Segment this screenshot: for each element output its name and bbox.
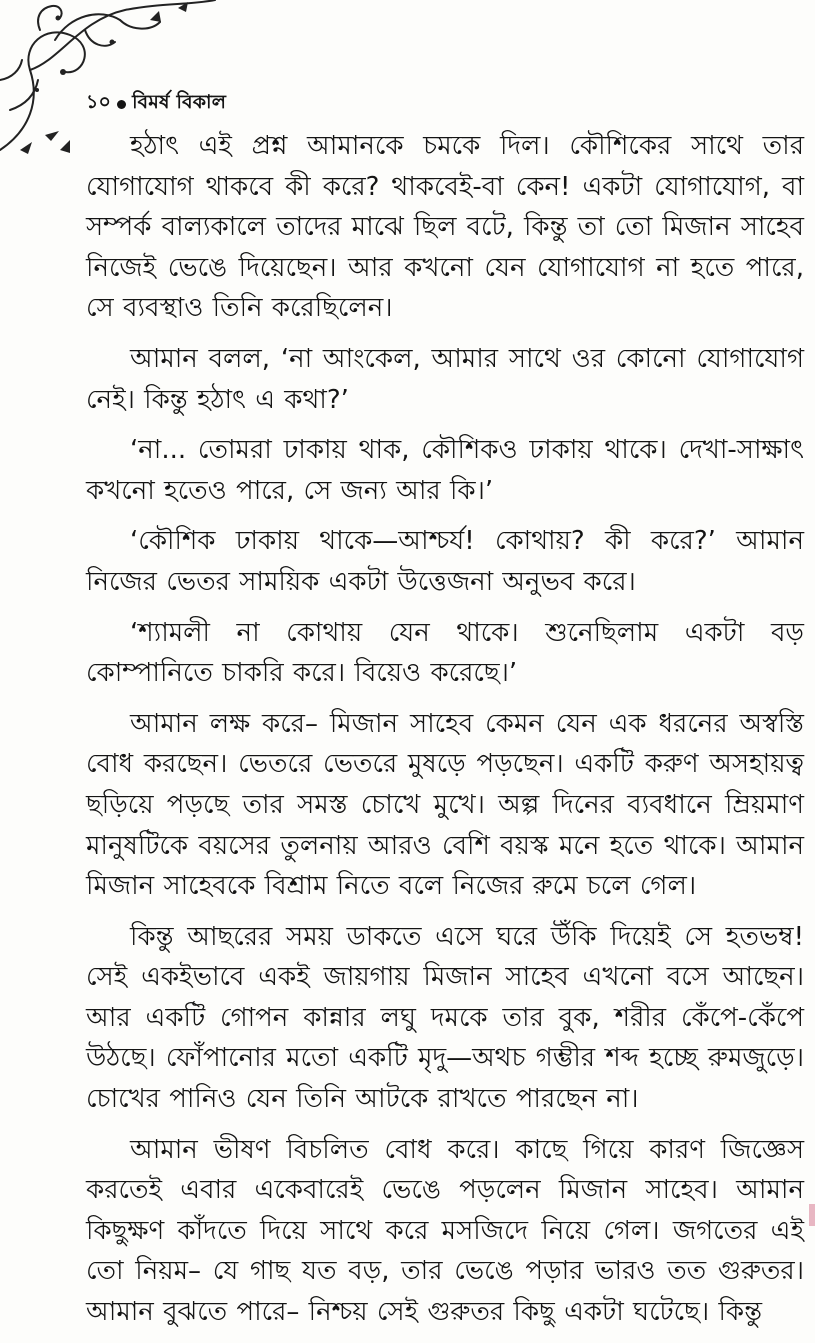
body-text bbox=[86, 126, 804, 1343]
paragraph-4: ‘কৌশিক ঢাকায় থাকে—আশ্চর্য! কোথায়? কী করে?’ আমান নিজের ভেতর সাময়িক একটা উত্তেজনা অনুভব করে। bbox=[86, 526, 804, 597]
paragraph-7: কিন্তু আছরের সময় ডাকতে এসে ঘরে উঁকি দিয়েই সে হতভম্ব! সেই একইভাবে একই জায়গায় মিজান সাহেব এখনো বসে আছেন। আর একটি গোপন কান্নার লঘু দমকে তার বুক, শরীর কেঁপে-কেঁপে উঠছে। ফোঁপানোর মতো একটি মৃদু—অথচ গম্ভীর শব্দ হচ্ছে রুমজুড়ে। চোখের পানিও যেন তিনি আটকে রাখতে পারছেন না। bbox=[86, 921, 804, 1115]
page-number: ১০ bbox=[86, 91, 112, 113]
page-edge-mark bbox=[809, 1204, 815, 1226]
paragraph-6: আমান লক্ষ করে– মিজান সাহেব কেমন যেন এক ধরনের অস্বস্তি বোধ করছেন। ভেতরে ভেতরে মুষড়ে পড়ছেন। একটি করুণ অসহায়ত্ব ছড়িয়ে পড়ছে তার সমস্ত চোখে মুখে। অল্প দিনের ব্যবধানে ম্রিয়মাণ মানুষটিকে বয়সের তুলনায় আরও বেশি বয়স্ক মনে হতে থাকে। আমান মিজান সাহেবকে বিশ্রাম নিতে বলে নিজের রুমে চলে গেল। bbox=[86, 708, 804, 902]
paragraph-5: ‘শ্যামলী না কোথায় যেন থাকে। শুনেছিলাম একটা বড় কোম্পানিতে চাকরি করে। বিয়েও করেছে।’ bbox=[86, 617, 804, 689]
paragraph-8: আমান ভীষণ বিচলিত বোধ করে। কাছে গিয়ে কারণ জিজ্ঞেস করতেই এবার একেবারেই ভেঙে পড়লেন মিজান সাহেব। আমান কিছুক্ষণ কাঁদতে দিয়ে সাথে করে মসজিদে নিয়ে গেল। জগতের এই তো নিয়ম– যে গাছ যত বড়, তার ভেঙে পড়ার ভারও তত গুরুতর। আমান বুঝতে পারে– নিশ্চয় সেই গুরুতর কিছু একটা ঘটেছে। কিন্তু bbox=[86, 1134, 804, 1328]
book-title: বিমর্ষ বিকাল bbox=[132, 91, 227, 113]
paragraph-1: হঠাৎ এই প্রশ্ন আমানকে চমকে দিল। কৌশিকের সাথে তার যোগাযোগ থাকবে কী করে? থাকবেই-বা কেন! একটা যোগাযোগ, বা সম্পর্ক বাল্যকালে তাদের মাঝে ছিল বটে, কিন্তু তা তো মিজান সাহেব নিজেই ভেঙে দিয়েছেন। আর কখনো যেন যোগাযোগ না হতে পারে, সে ব্যবস্থাও তিনি করেছিলেন। bbox=[86, 131, 804, 324]
running-header bbox=[86, 88, 226, 120]
paragraph-3: ‘না... তোমরা ঢাকায় থাক, কৌশিকও ঢাকায় থাকে। দেখা-সাক্ষাৎ কখনো হতেও পারে, সে জন্য আর কি।’ bbox=[86, 435, 804, 506]
bullet-dot-icon bbox=[117, 100, 126, 109]
paragraph-2: আমান বলল, ‘না আংকেল, আমার সাথে ওর কোনো যোগাযোগ নেই। কিন্তু হঠাৎ এ কথা?’ bbox=[86, 343, 804, 415]
